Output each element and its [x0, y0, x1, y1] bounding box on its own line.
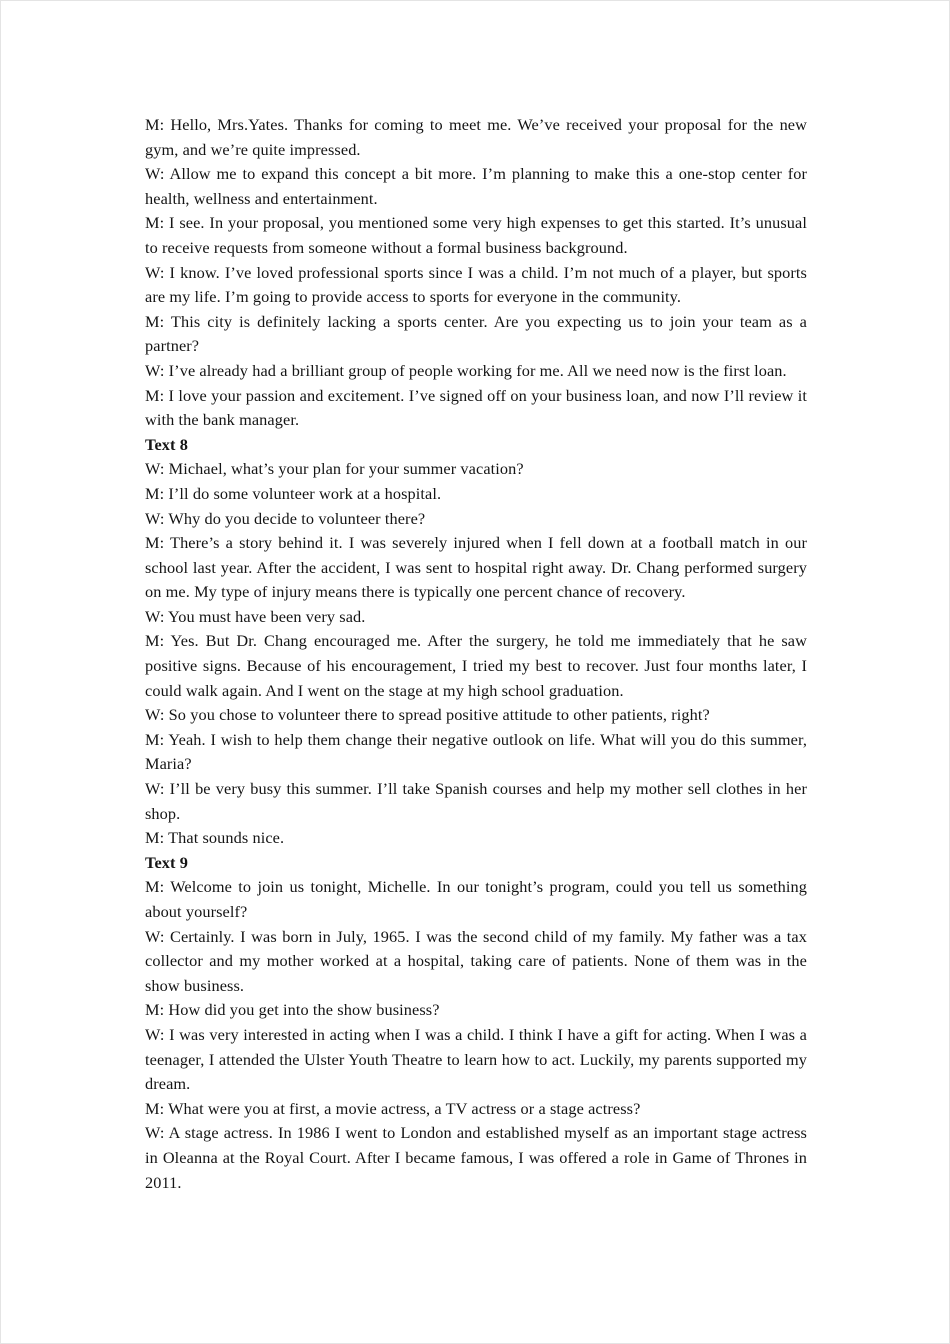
dialog-paragraph: M: Hello, Mrs.Yates. Thanks for coming to meet me. We’ve received your proposal for the new gym, and we’re quite impressed. [145, 115, 807, 159]
dialog-paragraph: W: I’ve already had a brilliant group of people working for me. All we need now is the first loan. [145, 360, 787, 380]
dialog-paragraph: M: Welcome to join us tonight, Michelle. In our tonight’s program, could you tell us something about yourself? [145, 877, 807, 921]
dialog-paragraph: W: I was very interested in acting when I was a child. I think I have a gift for acting. When I was a teenager, I attended the Ulster Youth Theatre to learn how to act. Luckily, my parents supported my dream. [145, 1024, 807, 1094]
dialog-paragraph: W: Certainly. I was born in July, 1965. I was the second child of my family. My father was a tax collector and my mother worked at a hospital, taking care of patients. None of them was in the show business. [145, 926, 807, 995]
dialog-paragraph: M: What were you at first, a movie actress, a TV actress or a stage actress? [145, 1098, 641, 1118]
section-heading: Text 9 [145, 852, 188, 872]
dialog-paragraph: M: I’ll do some volunteer work at a hospital. [145, 483, 442, 503]
dialog-paragraph: M: I love your passion and excitement. I’ve signed off on your business loan, and now I’ll review it with the bank manager. [145, 385, 807, 430]
dialog-paragraph: M: That sounds nice. [145, 828, 285, 848]
dialog-paragraph: M: Yes. But Dr. Chang encouraged me. After the surgery, he told me immediately that he saw positive signs. Because of his encouragement, I tried my best to recover. Just four months later, I could walk again. And I went on the stage at my high school graduation. [145, 631, 807, 700]
dialog-paragraph: W: Allow me to expand this concept a bit more. I’m planning to make this a one-stop center for health, wellness and entertainment. [145, 164, 807, 208]
dialog-paragraph: W: So you chose to volunteer there to spread positive attitude to other patients, right? [145, 705, 710, 725]
dialog-paragraph: M: Yeah. I wish to help them change their negative outlook on life. What will you do this summer, Maria? [145, 729, 807, 774]
transcript-content [145, 113, 807, 1195]
dialog-paragraph: M: This city is definitely lacking a sports center. Are you expecting us to join your team as a partner? [145, 311, 807, 356]
dialog-paragraph: W: Why do you decide to volunteer there? [145, 508, 426, 528]
section-heading: Text 8 [145, 434, 188, 454]
dialog-paragraph: M: How did you get into the show business? [145, 1000, 440, 1020]
dialog-paragraph: M: There’s a story behind it. I was severely injured when I fell down at a football match in our school last year. After the accident, I was sent to hospital right away. Dr. Chang performed surgery on me. My type of injury means there is typically one percent chance of recovery. [145, 533, 807, 602]
dialog-paragraph: W: I’ll be very busy this summer. I’ll take Spanish courses and help my mother sell clothes in her shop. [145, 779, 807, 823]
dialog-paragraph: W: You must have been very sad. [145, 606, 366, 626]
dialog-paragraph: W: I know. I’ve loved professional sports since I was a child. I’m not much of a player, but sports are my life. I’m going to provide access to sports for everyone in the community. [145, 262, 807, 307]
dialog-paragraph: W: Michael, what’s your plan for your summer vacation? [145, 459, 524, 479]
dialog-paragraph: W: A stage actress. In 1986 I went to London and established myself as an important stage actress in Oleanna at the Royal Court. After I became famous, I was offered a role in Game of Thrones in 2011. [145, 1123, 807, 1192]
dialog-paragraph: M: I see. In your proposal, you mentioned some very high expenses to get this started. It’s unusual to receive requests from someone without a formal business background. [145, 213, 807, 257]
